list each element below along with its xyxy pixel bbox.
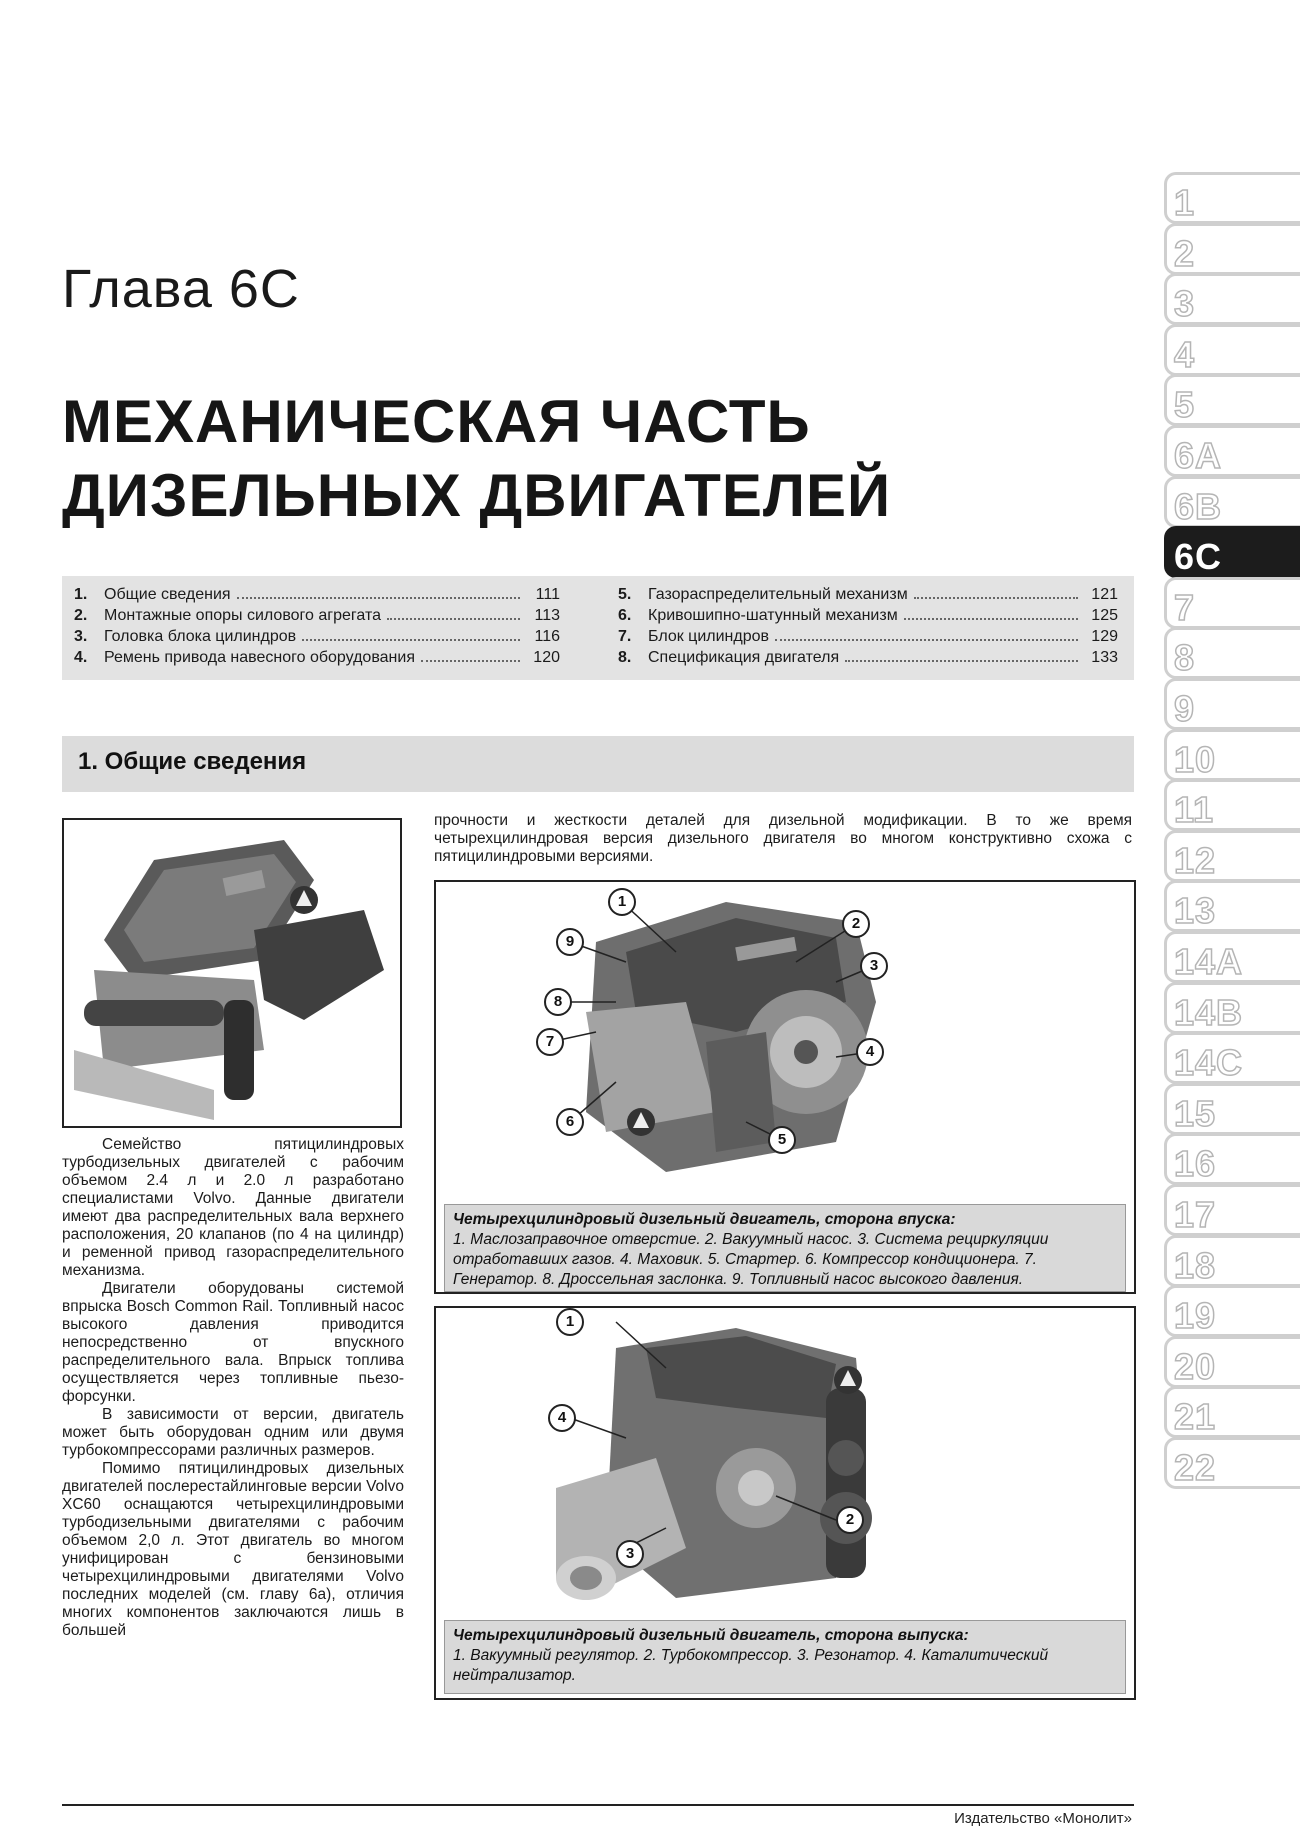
chapter-tab-22[interactable]: [1164, 1437, 1300, 1493]
chapter-tab-13[interactable]: [1164, 880, 1300, 936]
figure-intake-side: [434, 880, 1136, 1294]
chapter-tab-20[interactable]: [1164, 1336, 1300, 1392]
toc-leader-dots: [421, 660, 520, 662]
toc-leader-dots: [302, 639, 520, 641]
paragraph: В зависимости от версии, двигатель может быть оборудован одним или двумя турбокомпрессорами различных размеров.: [62, 1406, 404, 1459]
toc-item-page: 129: [1091, 628, 1118, 645]
chapter-tab-8[interactable]: [1164, 627, 1300, 683]
engine-cover-photo: [62, 818, 402, 1128]
chapter-tab-18[interactable]: [1164, 1235, 1300, 1291]
toc-item-title: Кривошипно-шатунный механизм: [648, 607, 898, 624]
page-title: [62, 385, 1122, 533]
toc-item[interactable]: [74, 628, 560, 649]
toc-leader-dots: [775, 639, 1078, 641]
chapter-tab-14c[interactable]: [1164, 1032, 1300, 1088]
toc-item-title: Головка блока цилиндров: [104, 628, 297, 645]
toc-item-page: 121: [1091, 586, 1118, 603]
figure-caption: [444, 1620, 1126, 1694]
chapter-tab-label: 15: [1174, 1092, 1217, 1134]
chapter-tab-label: 9: [1174, 688, 1196, 729]
chapter-tab-17[interactable]: [1164, 1184, 1300, 1240]
toc-item-number: 8.: [618, 649, 632, 666]
paragraph: Семейство пятицилиндровых турбодизельных двигателей с рабочим объемом 2.4 л и 2.0 л разработано специалистами Volvo. Данные двигатели имеют два распределительных вала верхнего расположения, 20 клапанов (по 4 на цилиндр) и ременной привод газораспределительного механизма.: [62, 1136, 404, 1279]
chapter-tab-label: 16: [1174, 1143, 1217, 1185]
toc-leader-dots: [904, 618, 1078, 620]
chapter-tab-label: 5: [1174, 384, 1196, 426]
callout-5: 5: [768, 1126, 796, 1154]
toc-item[interactable]: [618, 607, 1118, 628]
figure-exhaust-side: [434, 1306, 1136, 1700]
chapter-tab-label: 14B: [1174, 991, 1244, 1033]
chapter-tab-16[interactable]: [1164, 1133, 1300, 1189]
chapter-tab-6a[interactable]: [1164, 425, 1300, 481]
toc-leader-dots: [387, 618, 520, 620]
engine-exhaust-illustration: [436, 1308, 1134, 1616]
paragraph: Помимо пятицилиндровых дизельных двигателей послерестайлинговые версии Volvo XC60 оснащаются четырехцилиндровыми турбодизельными двигателями с рабочим объемом 2,0 л. Этот двигатель во многом унифицирован с бензиновыми четырехцилиндровыми двигателями Volvo последних моделей (см. главу 6а), отличия многих компонентов заключаются лишь в большей: [62, 1460, 404, 1639]
chapter-tab-1[interactable]: [1164, 172, 1300, 228]
engine-cover-illustration: [64, 820, 400, 1126]
chapter-tab-5[interactable]: [1164, 374, 1300, 430]
toc-column-right: [618, 586, 1118, 670]
callout-3: 3: [860, 952, 888, 980]
left-column-text: [62, 1136, 404, 1640]
chapter-tab-label: 20: [1174, 1345, 1217, 1387]
callout-2: 2: [836, 1506, 864, 1534]
chapter-tab-label: 14A: [1174, 941, 1244, 982]
toc-item[interactable]: [618, 628, 1118, 649]
chapter-tab-label: 18: [1174, 1244, 1217, 1286]
toc-item-page: 116: [534, 628, 560, 645]
chapter-tab-label: 6C: [1174, 536, 1223, 578]
toc-leader-dots: [237, 597, 520, 599]
chapter-tab-label: 2: [1174, 232, 1196, 274]
chapter-tab-label: 11: [1174, 789, 1215, 831]
chapter-tab-19[interactable]: [1164, 1285, 1300, 1341]
figure-caption-title: Четырехцилиндровый дизельный двигатель, сторона выпуска:: [453, 1627, 969, 1644]
page-title-line-2: ДИЗЕЛЬНЫХ ДВИГАТЕЛЕЙ: [62, 462, 892, 529]
callout-1: 1: [608, 888, 636, 916]
toc-item[interactable]: [618, 586, 1118, 607]
callout-7: 7: [536, 1028, 564, 1056]
chapter-tab-label: 6A: [1174, 435, 1223, 476]
chapter-tab-label: 12: [1174, 839, 1217, 881]
toc-item-number: 5.: [618, 586, 632, 603]
figure-caption: [444, 1204, 1126, 1292]
toc-item-number: 4.: [74, 649, 88, 666]
callout-3: 3: [616, 1540, 644, 1568]
chapter-tab-12[interactable]: [1164, 830, 1300, 886]
figure-caption-title: Четырехцилиндровый дизельный двигатель, сторона впуска:: [453, 1211, 956, 1228]
figure-caption-body: 1. Вакуумный регулятор. 2. Турбокомпрессор. 3. Резонатор. 4. Каталитический нейтрализатор.: [453, 1647, 1049, 1684]
chapter-tab-label: 19: [1174, 1295, 1217, 1337]
chapter-tab-15[interactable]: [1164, 1083, 1300, 1139]
chapter-tab-label: 8: [1174, 637, 1196, 679]
toc-item-page: 113: [534, 607, 560, 624]
chapter-tab-label: 7: [1174, 586, 1196, 628]
chapter-tab-4[interactable]: [1164, 324, 1300, 380]
chapter-tab-2[interactable]: [1164, 223, 1300, 279]
chapter-tab-label: 4: [1174, 333, 1196, 375]
toc-item-page: 133: [1091, 649, 1118, 666]
table-of-contents: [62, 576, 1134, 680]
intro-paragraph-continued: [434, 812, 1132, 866]
chapter-tab-11[interactable]: [1164, 779, 1300, 835]
chapter-tab-label: 21: [1174, 1396, 1217, 1438]
chapter-tab-label: 10: [1174, 738, 1217, 780]
toc-column-left: [74, 586, 560, 670]
page-title-line-1: МЕХАНИЧЕСКАЯ ЧАСТЬ: [62, 388, 811, 455]
chapter-tab-6b[interactable]: [1164, 476, 1300, 532]
chapter-tab-3[interactable]: [1164, 273, 1300, 329]
toc-item-number: 2.: [74, 607, 88, 624]
toc-item[interactable]: [74, 607, 560, 628]
chapter-tab-10[interactable]: [1164, 729, 1300, 785]
toc-item-title: Ремень привода навесного оборудования: [104, 649, 415, 666]
chapter-tab-label: 14C: [1174, 1042, 1244, 1084]
toc-item-title: Газораспределительный механизм: [648, 586, 908, 603]
toc-item[interactable]: [74, 586, 560, 607]
figure-caption-body: 1. Маслозаправочное отверстие. 2. Вакуумный насос. 3. Система рециркуляции отработавших газов. 4. Маховик. 5. Стартер. 6. Компрессор кондиционера. 7. Генератор. 8. Дроссельная заслонка. 9. Топливный насос высокого давления.: [453, 1231, 1049, 1288]
toc-leader-dots: [914, 597, 1078, 599]
footer-divider: [62, 1804, 1134, 1806]
chapter-tab-label: 6B: [1174, 485, 1223, 527]
toc-item-title: Спецификация двигателя: [648, 649, 840, 666]
paragraph: Двигатели оборудованы системой впрыска Bosch Common Rail. Топливный насос высокого давления приводится непосредственно от впускного распределительного вала. Впрыск топлива осуществляется через топливные пьезо-форсунки.: [62, 1280, 404, 1405]
chapter-tab-label: 13: [1174, 890, 1217, 932]
section-title: 1. Общие сведения: [78, 748, 307, 775]
toc-item-title: Монтажные опоры силового агрегата: [104, 607, 381, 624]
chapter-tab-6c[interactable]: [1164, 526, 1300, 582]
toc-item-page: 125: [1091, 607, 1118, 624]
chapter-tab-label: 17: [1174, 1194, 1217, 1235]
callout-1: 1: [556, 1308, 584, 1336]
toc-item-number: 6.: [618, 607, 632, 624]
callout-4: 4: [548, 1404, 576, 1432]
toc-item-number: 1.: [74, 586, 88, 603]
toc-item-number: 7.: [618, 628, 632, 645]
toc-item-number: 3.: [74, 628, 88, 645]
toc-item-page: 120: [533, 649, 560, 666]
publisher-footer: Издательство «Монолит»: [954, 1810, 1132, 1827]
callout-6: 6: [556, 1108, 584, 1136]
chapter-tab-label: 22: [1174, 1447, 1217, 1488]
chapter-tab-label: 1: [1174, 182, 1196, 223]
chapter-tab-14a[interactable]: [1164, 931, 1300, 987]
callout-8: 8: [544, 988, 572, 1016]
chapter-label: Глава 6C: [62, 259, 300, 319]
toc-item[interactable]: [74, 649, 560, 670]
toc-leader-dots: [845, 660, 1078, 662]
toc-item-page: 111: [535, 586, 560, 603]
callout-9: 9: [556, 928, 584, 956]
toc-item-title: Общие сведения: [104, 586, 231, 603]
paragraph: прочности и жесткости деталей для дизельной модификации. В то же время четырехцилиндровая версия дизельного двигателя во многом конструктивно схожа с пятицилиндровыми версиями.: [434, 812, 1132, 865]
chapter-tab-14b[interactable]: [1164, 982, 1300, 1038]
callout-4: 4: [856, 1038, 884, 1066]
chapter-tab-9[interactable]: [1164, 678, 1300, 734]
chapter-tab-21[interactable]: [1164, 1386, 1300, 1442]
toc-item-title: Блок цилиндров: [648, 628, 770, 645]
callout-2: 2: [842, 910, 870, 938]
chapter-tab-label: 3: [1174, 283, 1196, 325]
chapter-tab-7[interactable]: [1164, 577, 1300, 633]
toc-item[interactable]: [618, 649, 1118, 670]
